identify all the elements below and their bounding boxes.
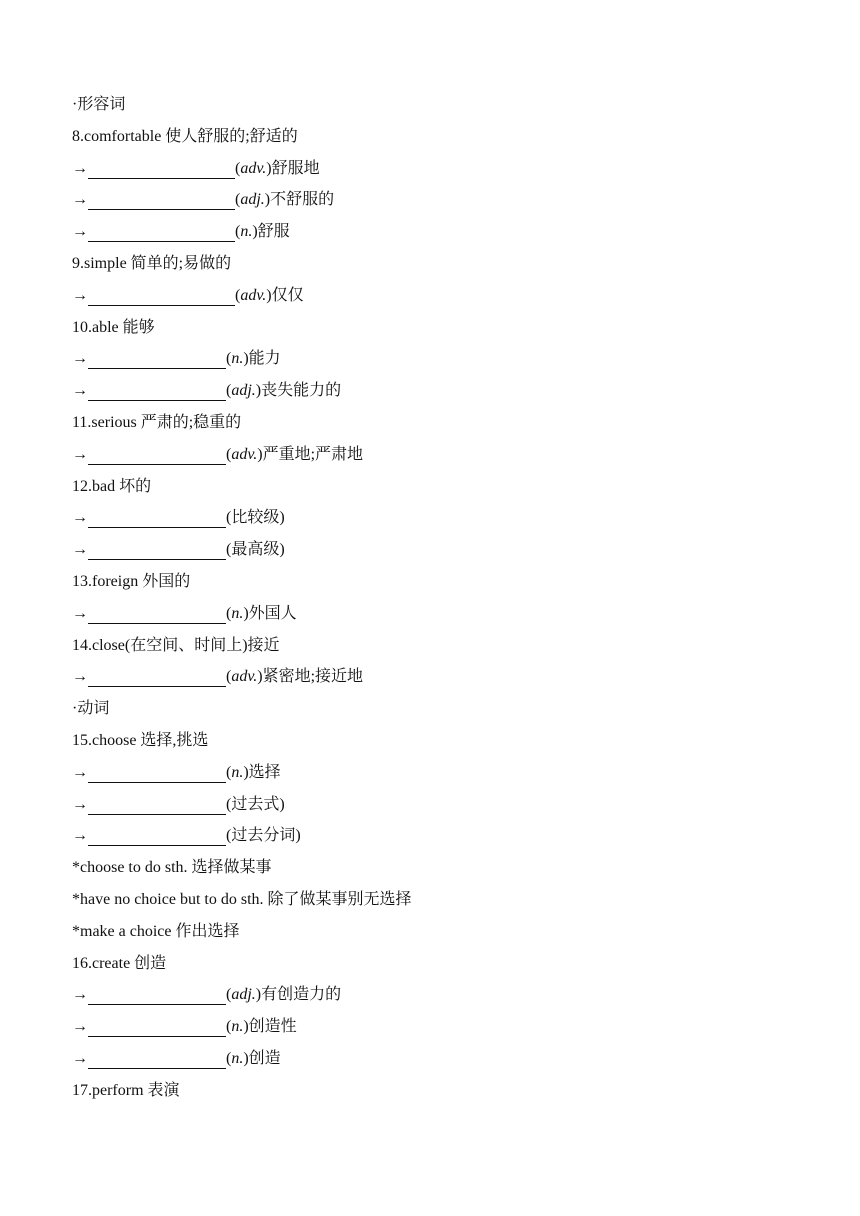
- part-of-speech: n.: [231, 604, 244, 622]
- hint-meaning: )仅仅: [266, 286, 304, 304]
- fill-in-line: [72, 502, 792, 534]
- hint-prefix: (: [226, 668, 232, 686]
- fill-in-line: [72, 598, 792, 630]
- arrow-icon: →: [72, 795, 88, 813]
- part-of-speech: adv.: [231, 445, 258, 463]
- arrow-icon: →: [72, 159, 88, 177]
- answer-blank[interactable]: [88, 539, 226, 560]
- text-line: *have no choice but to do sth. 除了做某事别无选择: [72, 890, 412, 908]
- answer-blank[interactable]: [88, 794, 226, 815]
- fill-in-line: [72, 439, 792, 471]
- hint-meaning: )创造: [243, 1049, 281, 1067]
- answer-blank[interactable]: [88, 285, 235, 306]
- hint-meaning: )紧密地;接近地: [257, 668, 364, 686]
- arrow-icon: →: [72, 668, 88, 686]
- fill-in-line: [72, 375, 792, 407]
- arrow-icon: →: [72, 509, 88, 527]
- fill-in-line: [72, 184, 792, 216]
- text-line: 10.able 能够: [72, 318, 155, 336]
- hint-prefix: (: [235, 286, 241, 304]
- arrow-icon: →: [72, 223, 88, 241]
- fill-in-line: [72, 216, 792, 248]
- fill-in-line: [72, 1011, 792, 1043]
- text-line: 8.comfortable 使人舒服的;舒适的: [72, 127, 298, 145]
- text-line: 12.bad 坏的: [72, 477, 152, 495]
- hint-prefix: (: [226, 445, 232, 463]
- answer-blank[interactable]: [88, 158, 235, 179]
- answer-blank[interactable]: [88, 189, 235, 210]
- hint-prefix: (过去式): [226, 795, 285, 813]
- text-line: 16.create 创造: [72, 954, 167, 972]
- arrow-icon: →: [72, 445, 88, 463]
- arrow-icon: →: [72, 350, 88, 368]
- answer-blank[interactable]: [88, 348, 226, 369]
- answer-blank[interactable]: [88, 603, 226, 624]
- text-line: 17.perform 表演: [72, 1081, 180, 1099]
- hint-prefix: (: [235, 191, 241, 209]
- hint-meaning: )舒服: [252, 223, 290, 241]
- arrow-icon: →: [72, 827, 88, 845]
- answer-blank[interactable]: [88, 1048, 226, 1069]
- text-line: 15.choose 选择,挑选: [72, 731, 209, 749]
- arrow-icon: →: [72, 763, 88, 781]
- arrow-icon: →: [72, 1018, 88, 1036]
- hint-prefix: (: [235, 223, 241, 241]
- hint-prefix: (: [226, 1018, 232, 1036]
- hint-meaning: )选择: [243, 763, 281, 781]
- arrow-icon: →: [72, 986, 88, 1004]
- worksheet-body: [72, 89, 792, 1107]
- part-of-speech: adv.: [240, 159, 267, 177]
- answer-blank[interactable]: [88, 1016, 226, 1037]
- arrow-icon: →: [72, 286, 88, 304]
- hint-prefix: (: [226, 604, 232, 622]
- hint-prefix: (: [226, 763, 232, 781]
- answer-blank[interactable]: [88, 380, 226, 401]
- text-line: 9.simple 简单的;易做的: [72, 254, 232, 272]
- fill-in-line: [72, 534, 792, 566]
- fill-in-line: [72, 343, 792, 375]
- fill-in-line: [72, 979, 792, 1011]
- hint-meaning: )能力: [243, 350, 281, 368]
- hint-prefix: (: [235, 159, 241, 177]
- text-line: 11.serious 严肃的;稳重的: [72, 413, 242, 431]
- arrow-icon: →: [72, 382, 88, 400]
- answer-blank[interactable]: [88, 444, 226, 465]
- hint-meaning: )严重地;严肃地: [257, 445, 364, 463]
- answer-blank[interactable]: [88, 825, 226, 846]
- part-of-speech: adj.: [231, 382, 256, 400]
- arrow-icon: →: [72, 604, 88, 622]
- hint-prefix: (: [226, 986, 232, 1004]
- part-of-speech: n.: [240, 223, 253, 241]
- text-line: ·动词: [72, 700, 110, 718]
- hint-prefix: (过去分词): [226, 827, 301, 845]
- hint-meaning: )创造性: [243, 1018, 297, 1036]
- answer-blank[interactable]: [88, 666, 226, 687]
- hint-prefix: (: [226, 1049, 232, 1067]
- hint-meaning: )丧失能力的: [255, 382, 342, 400]
- text-line: 14.close(在空间、时间上)接近: [72, 636, 280, 654]
- text-line: ·形容词: [72, 96, 126, 113]
- part-of-speech: n.: [231, 1049, 244, 1067]
- fill-in-line: [72, 789, 792, 821]
- part-of-speech: adj.: [240, 191, 265, 209]
- part-of-speech: adv.: [240, 286, 267, 304]
- hint-meaning: )有创造力的: [255, 986, 342, 1004]
- hint-meaning: )不舒服的: [264, 191, 335, 209]
- part-of-speech: n.: [231, 763, 244, 781]
- fill-in-line: [72, 153, 792, 185]
- hint-meaning: )舒服地: [266, 159, 320, 177]
- text-line: 13.foreign 外国的: [72, 572, 191, 590]
- fill-in-line: [72, 757, 792, 789]
- fill-in-line: [72, 661, 792, 693]
- answer-blank[interactable]: [88, 762, 226, 783]
- part-of-speech: adj.: [231, 986, 256, 1004]
- hint-prefix: (: [226, 350, 232, 368]
- part-of-speech: n.: [231, 1018, 244, 1036]
- answer-blank[interactable]: [88, 221, 235, 242]
- hint-meaning: )外国人: [243, 604, 297, 622]
- arrow-icon: →: [72, 1049, 88, 1067]
- arrow-icon: →: [72, 541, 88, 559]
- answer-blank[interactable]: [88, 984, 226, 1005]
- part-of-speech: n.: [231, 350, 244, 368]
- hint-prefix: (最高级): [226, 541, 285, 559]
- fill-in-line: [72, 1043, 792, 1075]
- text-line: *make a choice 作出选择: [72, 922, 240, 940]
- part-of-speech: adv.: [231, 668, 258, 686]
- fill-in-line: [72, 280, 792, 312]
- hint-prefix: (比较级): [226, 509, 285, 527]
- fill-in-line: [72, 820, 792, 852]
- text-line: *choose to do sth. 选择做某事: [72, 859, 272, 877]
- answer-blank[interactable]: [88, 507, 226, 528]
- hint-prefix: (: [226, 382, 232, 400]
- arrow-icon: →: [72, 191, 88, 209]
